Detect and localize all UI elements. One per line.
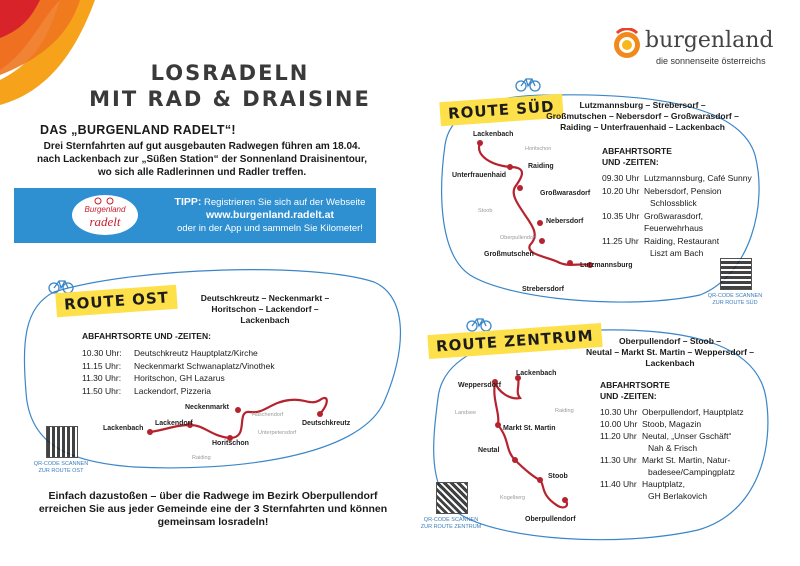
route-zentrum-tag: ROUTE ZENTRUM bbox=[427, 323, 602, 359]
map-label-horitschon: Horitschon bbox=[212, 440, 249, 447]
map-faint-3: Raiding bbox=[192, 455, 211, 461]
route-sued-schedule-heading: ABFAHRTSORTE UND -ZEITEN: bbox=[602, 146, 672, 167]
route-zentrum-stops bbox=[555, 336, 785, 369]
map-label-strebersdorf: Strebersdorf bbox=[522, 286, 565, 293]
map-faint-2: Raiding bbox=[555, 408, 574, 414]
route-zentrum-schedule-heading: ABFAHRTSORTE UND -ZEITEN: bbox=[600, 380, 670, 401]
route-ost-stops-1: Deutschkreutz – Neckenmarkt – bbox=[200, 293, 330, 303]
logo-bottom-text: radelt bbox=[89, 214, 121, 229]
route-ost-stops-3: Lackenbach bbox=[240, 315, 290, 325]
table-row: 11.40 Uhr Hauptplatz, bbox=[600, 479, 685, 489]
map-label-unterfrauenhaid: Unterfrauenhaid bbox=[452, 172, 507, 179]
map-label-lutzmannsburg: Lutzmannsburg bbox=[580, 262, 633, 269]
map-faint-2: Stoob bbox=[478, 208, 493, 214]
table-row: 10.30 Uhr: Deutschkreutz Hauptplatz/Kirche bbox=[82, 348, 258, 358]
route-sued-tag: ROUTE SÜD bbox=[439, 94, 563, 126]
brand-name: burgenland bbox=[645, 28, 774, 53]
table-row: GH Berlakovich bbox=[648, 491, 708, 501]
route-zentrum-stops-3: Lackenbach bbox=[645, 358, 695, 368]
map-label-lackenbach: Lackenbach bbox=[473, 131, 514, 138]
map-label-lackendorf: Lackendorf bbox=[155, 420, 193, 427]
map-label-grosswarasdorf: Großwarasdorf bbox=[540, 190, 591, 197]
tip-line-1: Registrieren Sie sich auf der Webseite bbox=[204, 197, 366, 208]
map-label-nebersdorf: Nebersdorf bbox=[546, 218, 584, 225]
burgenland-radelt-logo-icon bbox=[70, 193, 140, 237]
route-zentrum-qr-caption bbox=[420, 517, 482, 531]
table-row: 11.20 Uhr Neutal, „Unser Gschäft“ bbox=[600, 431, 732, 441]
map-label-marktstmartin: Markt St. Martin bbox=[503, 425, 556, 432]
route-ost-qr-caption bbox=[30, 461, 92, 475]
table-row: 09.30 Uhr Lutzmannsburg, Café Sunny bbox=[602, 173, 752, 183]
outro-line-1: Einfach dazustoßen – über die Radwege im Bezirk Oberpullendorf bbox=[48, 490, 378, 502]
table-row: 11.30 Uhr: Horitschon, GH Lazarus bbox=[82, 373, 225, 383]
tip-url-link[interactable]: www.burgenland.radelt.at bbox=[206, 209, 334, 221]
table-row: Liszt am Bach bbox=[650, 248, 704, 258]
page-title bbox=[60, 60, 400, 112]
logo-top-text: Burgenland bbox=[84, 205, 126, 214]
qr-caption-line-2: ZUR ROUTE ZENTRUM bbox=[420, 524, 482, 530]
qr-caption-line-2: ZUR ROUTE OST bbox=[38, 468, 84, 474]
map-label-neutal: Neutal bbox=[478, 447, 500, 454]
map-label-stoob: Stoob bbox=[548, 473, 568, 480]
map-faint-2: Unterpetersdorf bbox=[258, 430, 297, 436]
outro-line-2: erreichen Sie aus jeder Gemeinde eine der 3 Sternfahrten und können bbox=[38, 503, 388, 515]
tip-text bbox=[170, 196, 370, 235]
outro-text bbox=[28, 490, 398, 529]
route-sued-schedule bbox=[602, 172, 752, 260]
route-sued-stops-1: Lutzmannsburg – Strebersorf – bbox=[579, 100, 706, 110]
bicycle-icon bbox=[466, 316, 492, 332]
map-label-deutschkreutz: Deutschkreutz bbox=[302, 420, 351, 427]
qr-caption-line-2: ZUR ROUTE SÜD bbox=[712, 300, 758, 306]
table-row: Schlossblick bbox=[650, 198, 697, 208]
map-label-grossmutschen: Großmutschen bbox=[484, 251, 534, 258]
table-row: Feuerwehrhaus bbox=[644, 223, 704, 233]
route-sued-stops-2: Großmutschen – Nebersdorf – Großwarasdorf – bbox=[546, 111, 739, 121]
table-row: 10.20 Uhr Nebersdorf, Pension bbox=[602, 185, 722, 196]
map-label-weppersdorf: Weppersdorf bbox=[458, 382, 502, 389]
route-sued-stops bbox=[520, 100, 765, 133]
route-zentrum-schedule bbox=[600, 406, 744, 502]
map-label-lackenbach: Lackenbach bbox=[516, 370, 557, 377]
route-zentrum-map bbox=[480, 370, 590, 515]
route-ost-stops bbox=[170, 293, 360, 326]
route-sued-stops-3: Raiding – Unterfrauenhaid – Lackenbach bbox=[560, 122, 725, 132]
table-row: 11.15 Uhr: Neckenmarkt Schwanaplatz/Vinothek bbox=[82, 360, 275, 371]
route-sued-qr-code[interactable] bbox=[720, 258, 752, 290]
qr-caption-line-1: QR-CODE SCANNEN bbox=[33, 461, 89, 467]
qr-caption-line-1: QR-CODE SCANNEN bbox=[423, 517, 479, 523]
map-label-oberpullendorf: Oberpullendorf bbox=[525, 516, 576, 523]
map-faint-1: Landsee bbox=[455, 410, 477, 416]
table-row: 10.30 Uhr Oberpullendorf, Hauptplatz bbox=[600, 407, 744, 417]
tip-label: TIPP: bbox=[174, 196, 202, 208]
table-row: 10.00 Uhr Stoob, Magazin bbox=[600, 419, 702, 429]
map-faint-1: Haschendorf bbox=[252, 412, 284, 418]
map-label-neckenmarkt: Neckenmarkt bbox=[185, 404, 229, 411]
burgenland-sun-logo-icon bbox=[612, 28, 642, 62]
map-faint-1: Horitschon bbox=[525, 146, 552, 152]
tip-line-3: oder in der App und sammeln Sie Kilometer! bbox=[177, 223, 363, 234]
table-row: 11.50 Uhr: Lackendorf, Pizzeria bbox=[82, 385, 212, 396]
title-line-2: MIT RAD & DRAISINE bbox=[89, 87, 371, 111]
intro-line-1: Drei Sternfahrten auf gut ausgebauten Radwegen führen am 18.04. bbox=[43, 141, 361, 152]
route-zentrum-stops-1: Oberpullendorf – Stoob – bbox=[618, 336, 721, 346]
table-row: 10.35 Uhr Großwarasdorf, bbox=[602, 210, 704, 221]
table-row: Nah & Frisch bbox=[648, 443, 698, 453]
intro-line-3: wo sich alle Radlerinnen und Radler treffen. bbox=[97, 167, 307, 178]
brand-tagline: die sonnenseite österreichs bbox=[656, 56, 766, 66]
route-ost-schedule-heading: ABFAHRTSORTE UND -ZEITEN: bbox=[82, 331, 211, 341]
map-faint-3: Oberpullendorf bbox=[500, 235, 537, 241]
route-sued-qr-caption bbox=[704, 293, 766, 307]
route-zentrum-qr-code[interactable] bbox=[436, 482, 468, 514]
table-row: badesee/Campingplatz bbox=[648, 467, 735, 477]
intro-line-2: nach Lackenbach zur „Süßen Station“ der Sonnenland Draisinentour, bbox=[36, 154, 368, 165]
intro-text bbox=[32, 140, 372, 179]
table-row: 11.25 Uhr Raiding, Restaurant bbox=[602, 235, 720, 246]
table-row: 11.30 Uhr Markt St. Martin, Natur- bbox=[600, 455, 731, 465]
qr-caption-line-1: QR-CODE SCANNEN bbox=[707, 293, 763, 299]
bicycle-icon bbox=[515, 76, 541, 92]
map-faint-3: Kogelberg bbox=[500, 495, 526, 501]
intro-heading: DAS „BURGENLAND RADELT“! bbox=[40, 123, 236, 137]
map-label-lackenbach: Lackenbach bbox=[103, 425, 144, 432]
route-ost-qr-code[interactable] bbox=[46, 426, 78, 458]
title-line-1: LOSRADELN bbox=[150, 61, 310, 85]
route-ost-tag: ROUTE OST bbox=[55, 285, 177, 317]
map-label-raiding: Raiding bbox=[528, 163, 554, 170]
route-zentrum-stops-2: Neutal – Markt St. Martin – Weppersdorf – bbox=[586, 347, 754, 357]
route-ost-stops-2: Horitschon – Lackendorf – bbox=[211, 304, 319, 314]
outro-line-3: gemeinsam losradeln! bbox=[157, 516, 269, 528]
